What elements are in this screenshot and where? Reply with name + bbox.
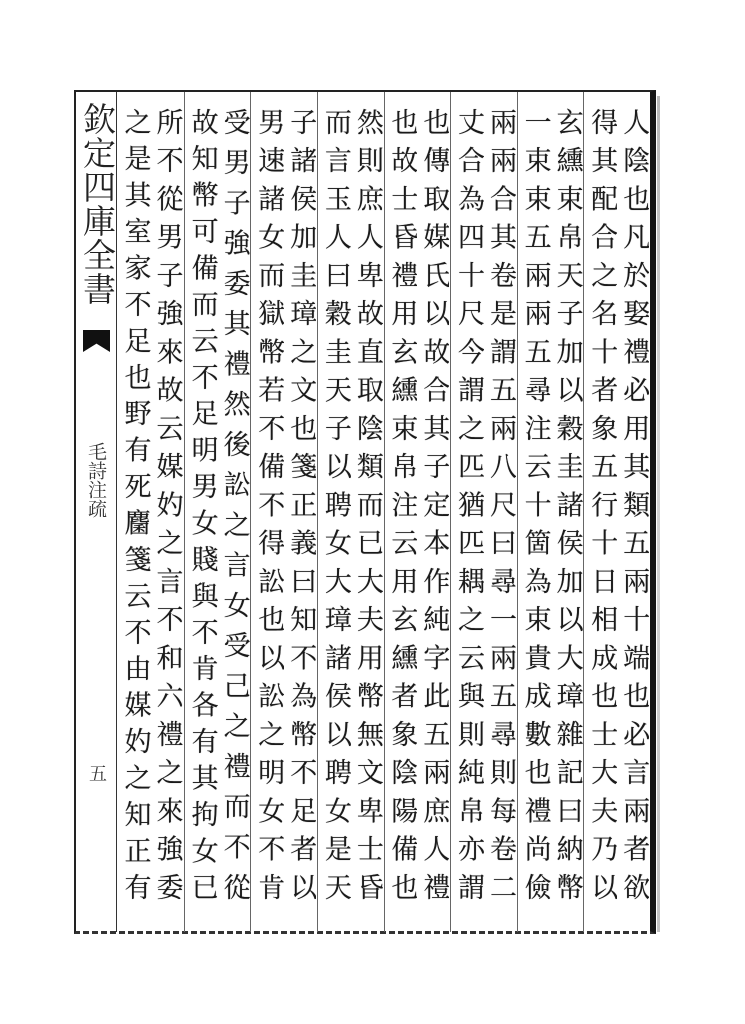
text-body [117, 92, 650, 932]
fish-tail-mark [83, 330, 110, 352]
text-column-4 [384, 92, 451, 932]
commentary-line-left: 丈合為四十尺今謂之匹猶匹耦之云與則純帛亦謂 [453, 108, 485, 900]
commentary-line-left: 一束束五兩兩五尋注云十箇為束貴成數也禮尚儉 [519, 108, 551, 900]
commentary-line-right: 受男子強委其禮然後訟之言女受己之禮而不從 [218, 108, 250, 900]
commentary-line-left: 之是其室家不足也野有死麕箋云不由媒妁之知正有 [119, 108, 151, 900]
commentary-line-left: 故知幣可備而云不足明男女賤與不肯各有其拘女已 [186, 108, 218, 900]
scan-edge-shadow [657, 96, 660, 932]
text-column-5 [317, 92, 384, 932]
text-column-7 [184, 92, 251, 932]
text-column-3 [450, 92, 517, 932]
commentary-line-right: 子諸侯加圭璋之文也箋正義曰知不為幣不足者以 [285, 108, 317, 900]
commentary-line-right: 人陰也凡於娶禮必用其類五兩十端也必言兩者欲 [618, 108, 650, 900]
commentary-line-left: 而言玉人曰穀圭天子以聘女大璋諸侯以聘女是天 [319, 108, 351, 900]
commentary-line-right: 也傳取媒氏以故合其子定本作純字此五兩庶人禮 [418, 108, 450, 900]
commentary-line-right: 所不從男子強來故云媒妁之言不和六禮之來強委 [151, 108, 183, 900]
text-column-1 [583, 92, 650, 932]
margin-strip [76, 92, 117, 932]
commentary-line-left: 得其配合之名十者象五行十日相成也士大夫乃以 [586, 108, 618, 900]
margin-page-number: 五 [86, 764, 107, 782]
text-column-8 [117, 92, 184, 932]
text-column-6 [250, 92, 317, 932]
commentary-line-right: 然則庶人卑故直取陰類而已大夫用幣無文卑士昏 [351, 108, 383, 900]
text-column-2 [517, 92, 584, 932]
commentary-line-left: 男速諸女而獄幣若不備不得訟也以訟之明女不肯 [253, 108, 285, 900]
margin-book-title: 毛詩注疏 [85, 442, 107, 518]
commentary-line-right: 玄纁束帛天子加以穀圭諸侯加以大璋雜記曰納幣 [551, 108, 583, 900]
commentary-line-right: 兩兩合其卷是謂五兩八尺曰尋一兩五尋則每卷二 [485, 108, 517, 900]
commentary-line-left: 也故士昏禮用玄纁束帛注云用玄纁者象陰陽備也 [386, 108, 418, 900]
margin-title: 欽定四庫全書 [78, 102, 117, 306]
